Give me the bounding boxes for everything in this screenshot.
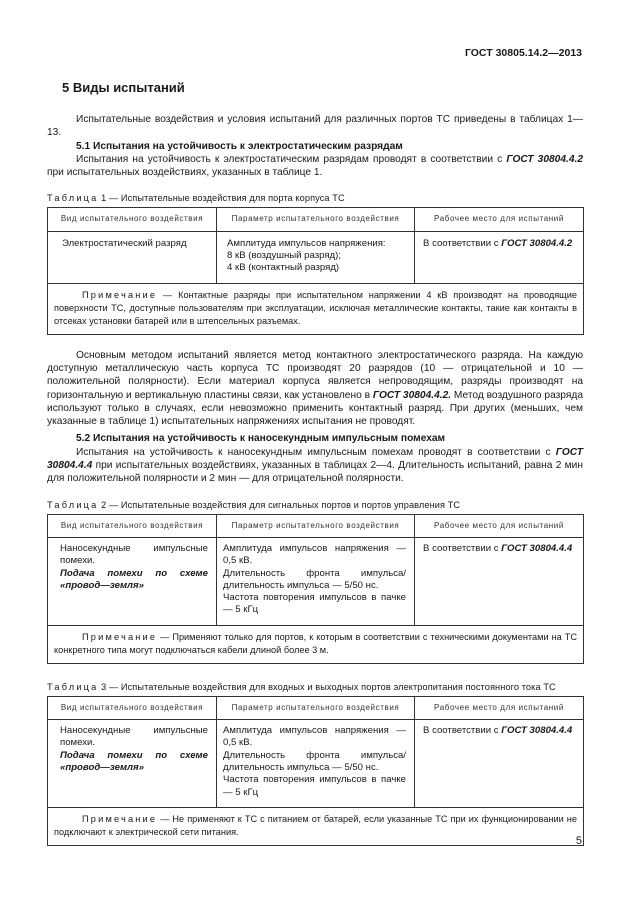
header-test-place: Рабочее место для испытаний — [415, 696, 584, 719]
header-test-parameter: Параметр испытательного воздействия — [217, 514, 415, 537]
subsection-5-1-title: 5.1 Испытания на устойчивость к электростатическим разрядам — [76, 140, 403, 152]
table-header-row — [48, 208, 584, 231]
standard-reference: ГОСТ 30804.4.2 — [506, 153, 583, 165]
table-3 — [47, 696, 584, 846]
cell-test-type: Наносекундные импульсные помехи. Подача помехи по схеме «провод—земля» — [48, 720, 217, 808]
header-test-place: Рабочее место для испытаний — [415, 208, 584, 231]
subsection-5-2-paragraph: Испытания на устойчивость к наносекундным импульсным помехам проводят в соответствии с ГОСТ 30804.4.4 при испытательных воздействиях, указанных в таблицах 2—4. Длительность испытаний, равна 2 мин для положительной полярности и 2 мин — для отрицательной полярности. — [47, 446, 583, 485]
cell-test-place: В соответствии с ГОСТ 30804.4.2 — [415, 231, 584, 283]
subsection-5-1-paragraph: Испытания на устойчивость к электростатическим разрядам проводят в соответствии с ГОСТ 30804.4.2 при испытательных воздействиях, указанных в таблице 1. — [47, 153, 583, 179]
table-1-note: Примечание — Контактные разряды при испытательном напряжении 4 кВ производят на проводящие поверхности ТС, доступные пользователям при эксплуатации, исключая металлические контакты, такие как контакты в отсеках установки батарей или в штепсельных разъемах. — [48, 283, 584, 334]
table-3-note: Примечание — Не применяют к ТС с питанием от батарей, если указанные ТС при их функционировании не подключают к электрической сети питания. — [48, 807, 584, 845]
table-1 — [47, 207, 584, 334]
table-row — [48, 231, 584, 283]
table-note-row — [48, 625, 584, 663]
subsection-5-2-title: 5.2 Испытания на устойчивость к наносекундным импульсным помехам — [76, 433, 446, 445]
header-test-type: Вид испытательного воздействия — [48, 514, 217, 537]
header-test-type: Вид испытательного воздействия — [48, 696, 217, 719]
page-content — [47, 80, 583, 846]
table-header-row — [48, 514, 584, 537]
table-2 — [47, 514, 584, 664]
esd-method-paragraph: Основным методом испытаний является метод контактного электростатического разряда. На каждую доступную металлическую часть корпуса ТС производят 20 разрядов (10 — отрицательной и 10 — положительной полярности). Если материал корпуса является непроводящим, разряды производят на горизонтальную и вертикальную пластины связи, как установлено в ГОСТ 30804.4.2. Метод воздушного разряда используют только в случаях, если невозможно применить контактный разряд. При других (меньших, чем указанные в таблице 1) испытательных напряжениях испытания не проводят. — [47, 349, 583, 428]
table-row — [48, 537, 584, 625]
header-test-place: Рабочее место для испытаний — [415, 514, 584, 537]
table-row — [48, 720, 584, 808]
cell-test-type: Наносекундные импульсные помехи. Подача помехи по схеме «провод—земля» — [48, 537, 217, 625]
cell-test-place: В соответствии с ГОСТ 30804.4.4 — [415, 720, 584, 808]
header-test-parameter: Параметр испытательного воздействия — [217, 208, 415, 231]
cell-test-place: В соответствии с ГОСТ 30804.4.4 — [415, 537, 584, 625]
header-test-type: Вид испытательного воздействия — [48, 208, 217, 231]
table-2-caption: Таблица 2 — Испытательные воздействия для сигнальных портов и портов управления ТС — [47, 499, 461, 510]
section-title: 5 Виды испытаний — [62, 80, 185, 95]
table-header-row — [48, 696, 584, 719]
page-number: 5 — [575, 835, 582, 847]
cell-test-parameter: Амплитуда импульсов напряжения — 0,5 кВ. Длительность фронта импульса/длительность импульса — 5/50 нс. Частота повторения импульсов в пачке — 5 кГц — [217, 537, 415, 625]
header-test-parameter: Параметр испытательного воздействия — [217, 696, 415, 719]
document-header: ГОСТ 30805.14.2—2013 — [464, 47, 582, 59]
cell-test-type: Электростатический разряд — [48, 231, 217, 283]
cell-test-parameter: Амплитуда импульсов напряжения: 8 кВ (воздушный разряд); 4 кВ (контактный разряд) — [217, 231, 415, 283]
cell-test-parameter: Амплитуда импульсов напряжения — 0,5 кВ. Длительность фронта импульса/длительность импульса — 5/50 нс. Частота повторения импульсов в пачке — 5 кГц — [217, 720, 415, 808]
table-note-row — [48, 807, 584, 845]
intro-paragraph: Испытательные воздействия и условия испытаний для различных портов ТС приведены в таблицах 1—13. — [47, 114, 583, 139]
table-2-note: Примечание — Применяют только для портов, к которым в соответствии с техническими документами на ТС конкретного типа могут подключаться кабели длиной более 3 м. — [48, 625, 584, 663]
table-1-caption: Таблица 1 — Испытательные воздействия для порта корпуса ТС — [47, 193, 345, 204]
table-3-caption: Таблица 3 — Испытательные воздействия для входных и выходных портов электропитания постоянного тока ТС — [47, 681, 556, 692]
table-note-row — [48, 283, 584, 334]
